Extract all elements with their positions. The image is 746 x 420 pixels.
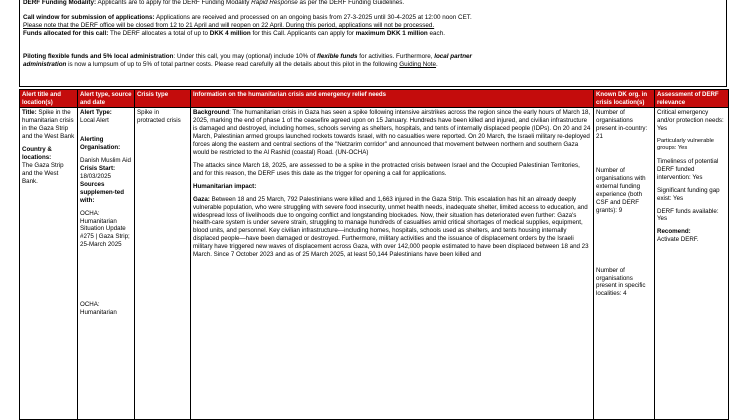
pilot-mid: for activities. Furthermore,	[357, 53, 435, 60]
pilot-label: Piloting flexible funds and 5% local administration	[23, 53, 174, 60]
funding-modality	[23, 0, 723, 7]
background-label: Background	[193, 109, 230, 117]
background-text: : The humanitarian crisis in Gaza has seen a spike following intensive airstrikes across the region since the early hours of March 18, 2025, marking the end of phase 1 of the ceasefire agreed upon on 15 January. Hundreds have been killed and injured, and civilian infrastructure is damaged and destroyed, including homes, schools serving as shelters, hospitals, and tents of internally displaced people (IDPs). On 20 and 24 March, Palestinian armed groups launched rockets towards Israel, with no casualties were reported. On 20 March, the Israeli military re-deployed forces along the eastern and central sections of the "Netzarim corridor" and announced that movement between northern and southern Gaza would be restricted to the Al Rashid (coastal) Road. (UN-OCHA)	[193, 109, 591, 156]
funds-end: each.	[427, 30, 445, 38]
cell-crisis-type	[135, 108, 191, 420]
type-text: Local Alert	[80, 117, 109, 125]
start-label: Crisis Start:	[80, 164, 116, 172]
assess-vulnerable: Particularly vulnerable groups: Yes	[657, 138, 715, 152]
title-label: Title:	[22, 109, 37, 117]
cell-information	[191, 108, 594, 420]
assess-timeliness: Timeliness of potential DERF funded intervention: Yes	[657, 157, 719, 181]
pilot-local: local partner	[434, 53, 472, 60]
guiding-note-link[interactable]: Guiding Note	[399, 61, 437, 69]
impact-heading: Humanitarian impact:	[193, 182, 257, 190]
funds-label: Funds allocated for this call:	[23, 30, 109, 38]
orgs-localities: Number of organisations present in specific localities: 4	[596, 266, 646, 298]
cell-alert-type	[78, 108, 135, 420]
cell-known-dk-org	[594, 108, 655, 420]
table-row	[20, 108, 729, 420]
org-label: Alerting Organisation:	[80, 136, 121, 152]
recommend-label: Recomend:	[657, 228, 691, 236]
header-crisis-type: Crisis type	[135, 90, 191, 108]
header-known-dk-org: Known DK org. in crisis location(s)	[594, 90, 655, 108]
table-header-row	[20, 90, 729, 108]
pilot-text: : Under this call, you may (optional) include 10% of	[173, 53, 317, 60]
assess-funds: DERF funds available: Yes	[657, 207, 719, 223]
funds-max: maximum DKK 1 million	[355, 30, 428, 38]
pilot-section	[23, 53, 723, 69]
assess-critical: Critical emergency and/or protection needs: Yes	[657, 109, 724, 133]
org-text: Danish Muslim Aid	[80, 156, 131, 164]
modality-italic: Rapid Response	[251, 0, 298, 6]
source-2: OCHA: Humanitarian	[80, 301, 117, 317]
alert-table	[19, 89, 729, 420]
start-text: 18/03/2025	[80, 172, 111, 180]
funds-text: The DERF allocates a total of up to	[108, 30, 210, 38]
header-alert-type: Alert type, source and date	[78, 90, 135, 108]
header-information: Information on the humanitarian crisis and emergency relief needs	[191, 90, 594, 108]
pilot-end: is now a lumpsum of up to 5% of total partner costs. Please read carefully all the details about this pilot in the following	[66, 61, 400, 69]
crisis-type-text: Spike in protracted crisis	[137, 109, 181, 125]
call-window	[23, 14, 723, 38]
modality-text: Applicants are to apply for the DERF Funding Modality	[96, 0, 252, 6]
pilot-dot: .	[436, 61, 438, 69]
header-alert-title: Alert title and location(s)	[20, 90, 78, 108]
trigger-paragraph: The attacks since March 18, 2025, are assessed to be a spike in the protracted crisis between Israel and the Occupied Palestinian Territories, and for this reason, the DERF uses this date as the trigger for opening a call for applications.	[193, 161, 580, 177]
type-label: Alert Type:	[80, 109, 112, 117]
header-assessment: Assessment of DERF relevance	[655, 90, 729, 108]
funds-amount: DKK 4 million	[209, 30, 251, 38]
title-text: Spike in the humanitarian crisis in the Gaza Strip and the West Bank	[22, 109, 75, 141]
pilot-flex: flexible funds	[316, 53, 358, 60]
country-text: The Gaza Strip and the West Bank.	[22, 161, 64, 185]
closed-note: Please note that the DERF office will be closed from 12 to 21 April and will reopen on 22 April. During this period, applications will not be processed.	[23, 22, 435, 30]
modality-end: as per the DERF Funding Guidelines.	[297, 0, 405, 6]
orgs-present-country: Number of organisations present in-country: 21	[596, 109, 648, 141]
cell-assessment	[655, 108, 729, 420]
orgs-experience: Number of organisations with external funding experience (both CSF and DERF grants): 9	[596, 166, 646, 214]
pilot-admin: administration	[23, 61, 67, 69]
cell-alert-title	[20, 108, 78, 420]
funds-mid: for this Call. Applicants can apply for	[250, 30, 356, 38]
sources-label: Sources supplemen-ted with:	[80, 180, 125, 204]
modality-label: DERF Funding Modality:	[23, 0, 97, 6]
gaza-label: Gaza:	[193, 195, 210, 203]
call-label: Call window for submission of applications:	[23, 14, 155, 21]
assess-gap: Significant funding gap exist: Yes	[657, 186, 720, 202]
country-label: Country & locations:	[22, 145, 52, 161]
source-1: OCHA: Humanitarian Situation Update #275 | Gaza Strip; 25-March 2025	[80, 209, 130, 249]
recommend-text: Activate DERF.	[657, 236, 699, 244]
call-text: Applications are received and processed on an ongoing basis from 27-3-2025 until 30-4-2025 at 12:00 noon CET.	[154, 14, 472, 21]
gaza-text: Between 18 and 25 March, 792 Palestinians were killed and 1,663 injured in the Gaza Strip. This escalation has hit an already deeply vulnerable population, who were struggling with severe food insecurity, unmet health needs, inadequate shelter, limited access to education, and widespread loss of livelihoods due to ongoing conflict and longstanding blockades. Now, their situation has deteriorated even further: Gaza's health-care system is under severe strain, struggling to manage hundreds of casualties amid critical shortages of medical supplies, equipment, blood units, and personnel. Key civilian infrastructure—including homes, hospitals, schools used as shelters, and tents housing internally displaced people—have been damaged or destroyed. Furthermore, military activities and the issuance of displacement orders by the Israeli military have triggered new waves of displacement across Gaza, with over 142,000 people estimated to have been displaced between 18 and 23 March. Since 7 October 2023 and as of 25 March 2025, at least 50,144 Palestinians have been killed and	[193, 195, 589, 259]
